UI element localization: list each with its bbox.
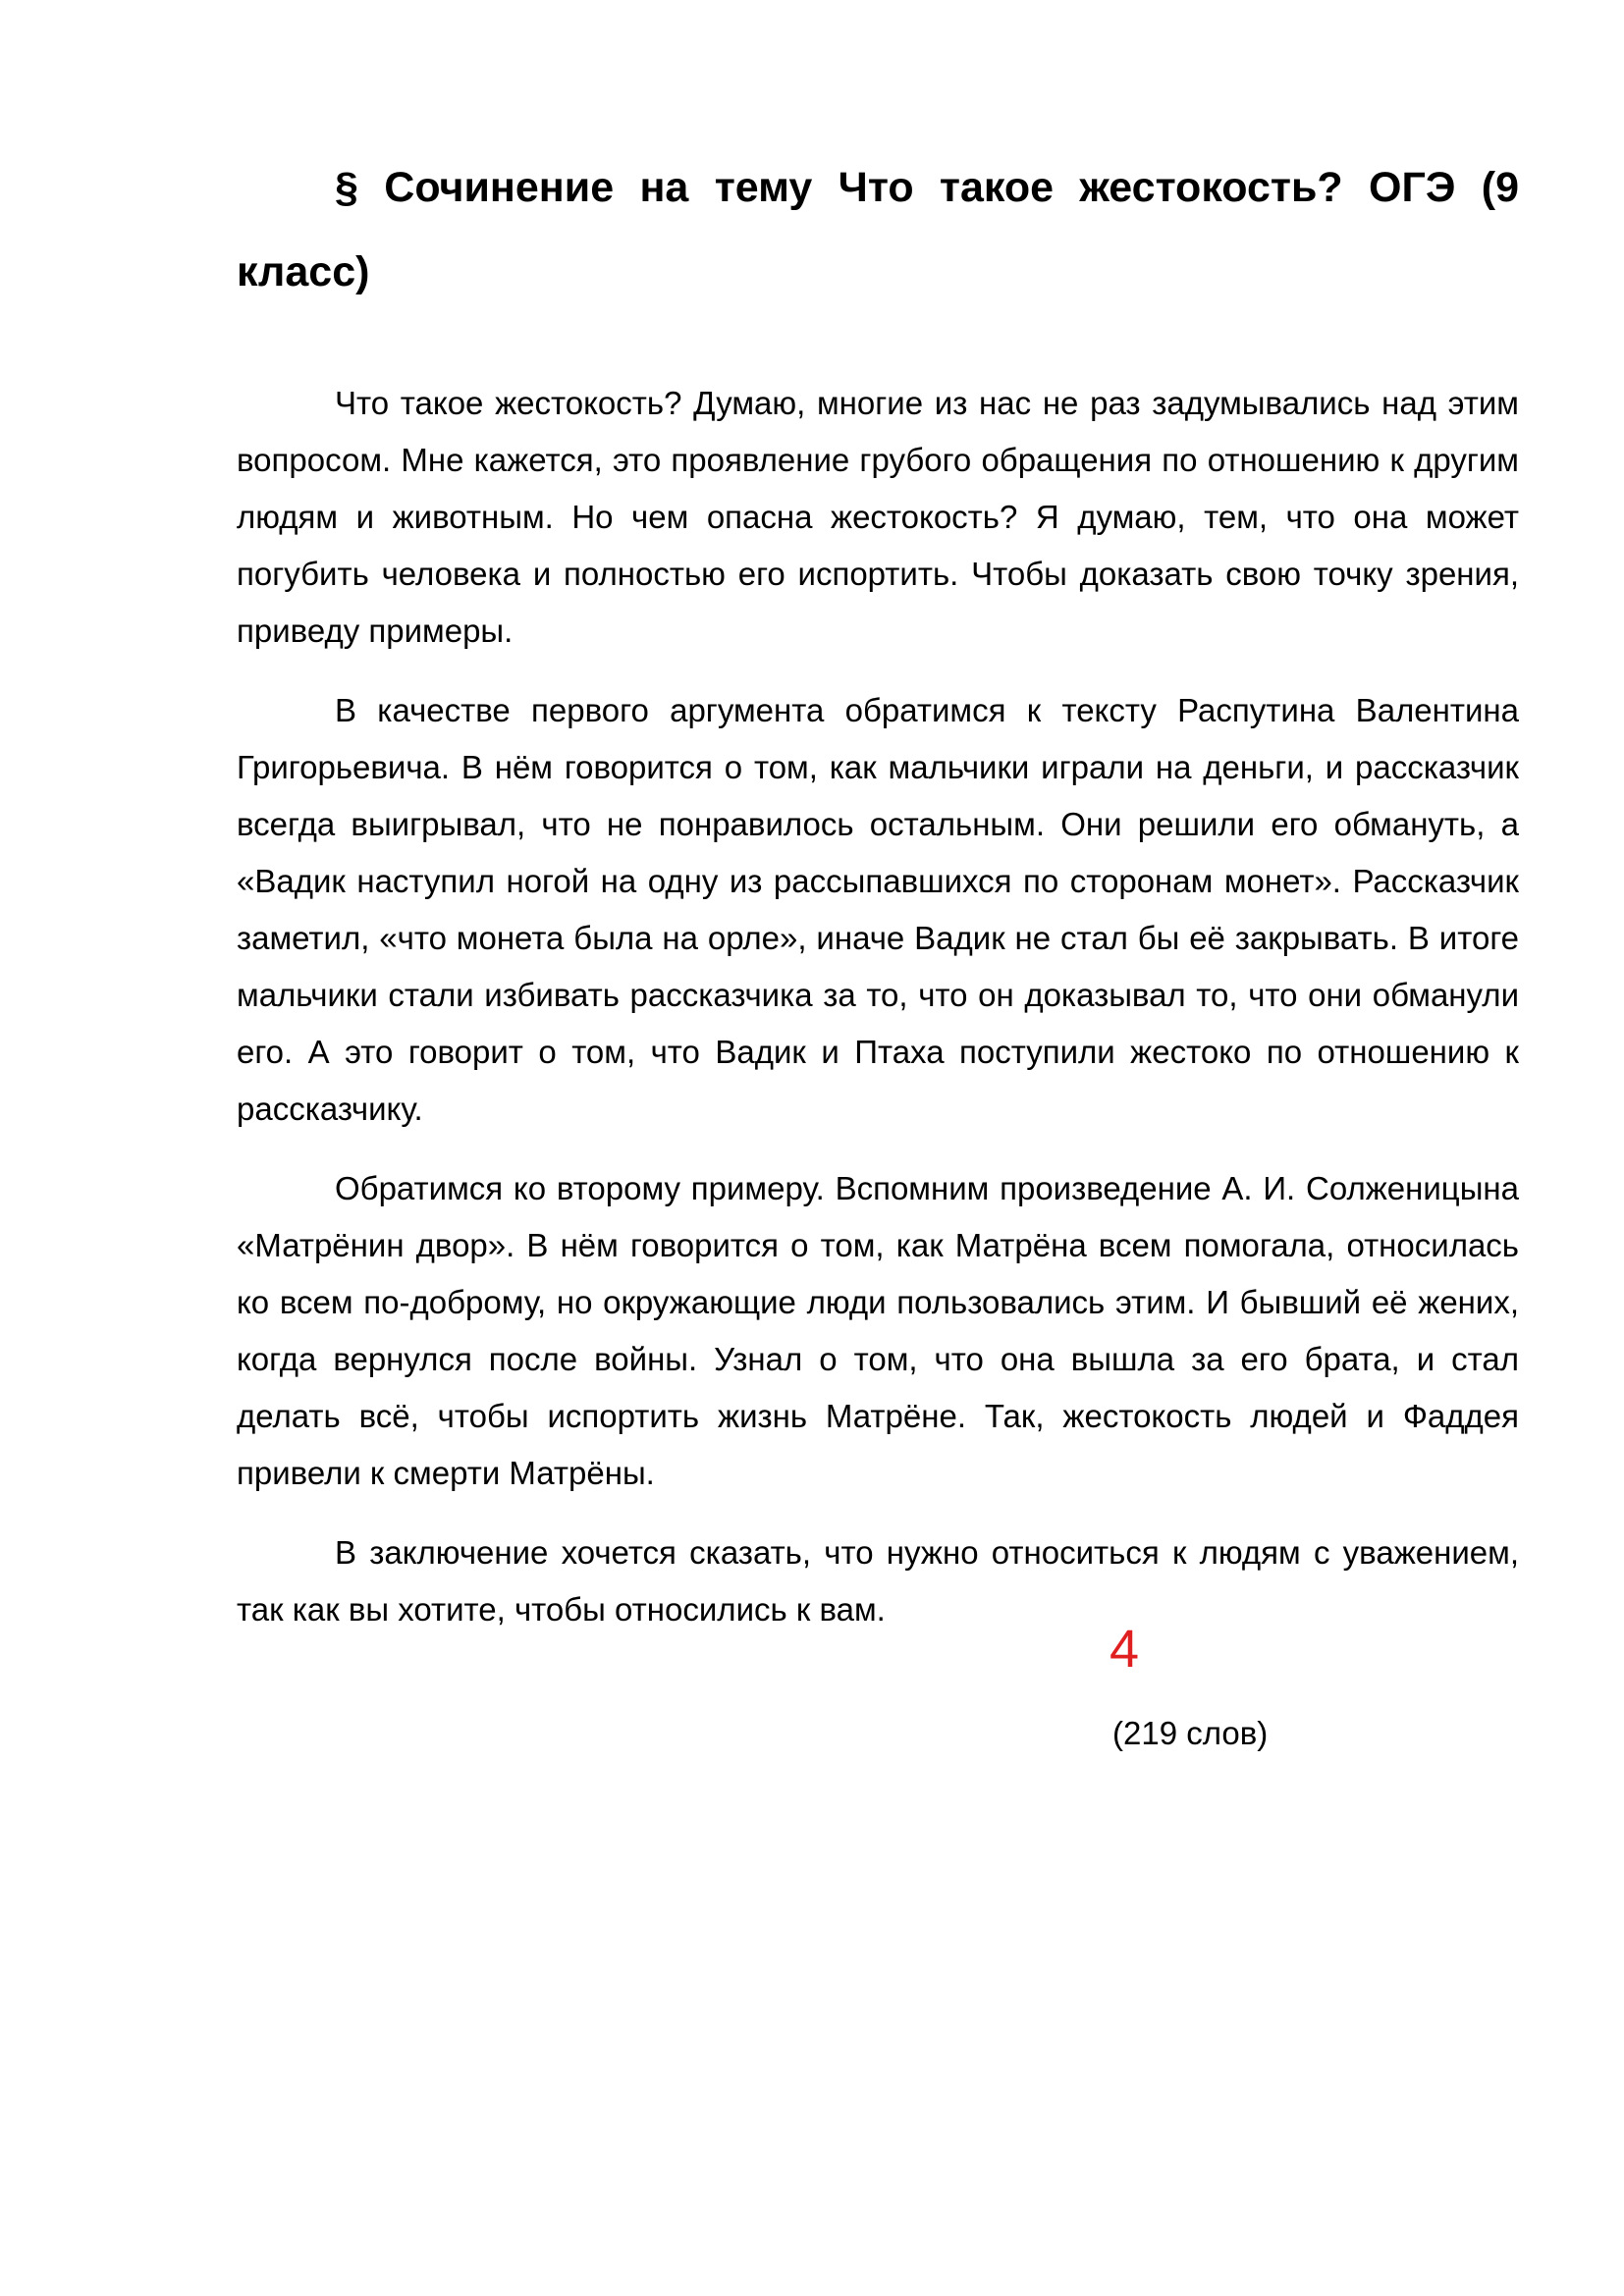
paragraph-intro: Что такое жестокость? Думаю, многие из нас не раз задумывались над этим вопросом. Мне кажется, это проявление грубого обращения по отношению к другим людям и животным. Но чем опасна жестокость? Я думаю, тем, что она может погубить человека и полностью его испортить. Чтобы доказать свою точку зрения, приведу примеры. bbox=[237, 385, 1519, 649]
grade-mark: 4 bbox=[1110, 1620, 1140, 1679]
document-content bbox=[237, 145, 1519, 1661]
document-title: § Сочинение на тему Что такое жестокость? ОГЭ (9 класс) bbox=[237, 164, 1519, 295]
paragraph-conclusion: В заключение хочется сказать, что нужно относиться к людям с уважением, так как вы хотите, чтобы относились к вам. bbox=[237, 1534, 1519, 1628]
word-count: (219 слов) bbox=[1112, 1715, 1269, 1751]
paragraph-argument-2: Обратимся ко второму примеру. Вспомним произведение А. И. Солженицына «Матрёнин двор». В нём говорится о том, как Матрёна всем помогала, относилась ко всем по-доброму, но окружающие люди пользовались этим. И бывший её жених, когда вернулся после войны. Узнал о том, что она вышла за его брата, и стал делать всё, чтобы испортить жизнь Матрёне. Так, жестокость людей и Фаддея привели к смерти Матрёны. bbox=[237, 1170, 1519, 1491]
paragraph-argument-1: В качестве первого аргумента обратимся к тексту Распутина Валентина Григорьевича. В нём говорится о том, как мальчики играли на деньги, и рассказчик всегда выигрывал, что не понравилось остальным. Они решили его обмануть, а «Вадик наступил ногой на одну из рассыпавшихся по сторонам монет». Рассказчик заметил, «что монета была на орле», иначе Вадик не стал бы её закрывать. В итоге мальчики стали избивать рассказчика за то, что он доказывал то, что они обманули его. А это говорит о том, что Вадик и Птаха поступили жестоко по отношению к рассказчику. bbox=[237, 692, 1519, 1127]
document-body bbox=[237, 375, 1519, 1638]
